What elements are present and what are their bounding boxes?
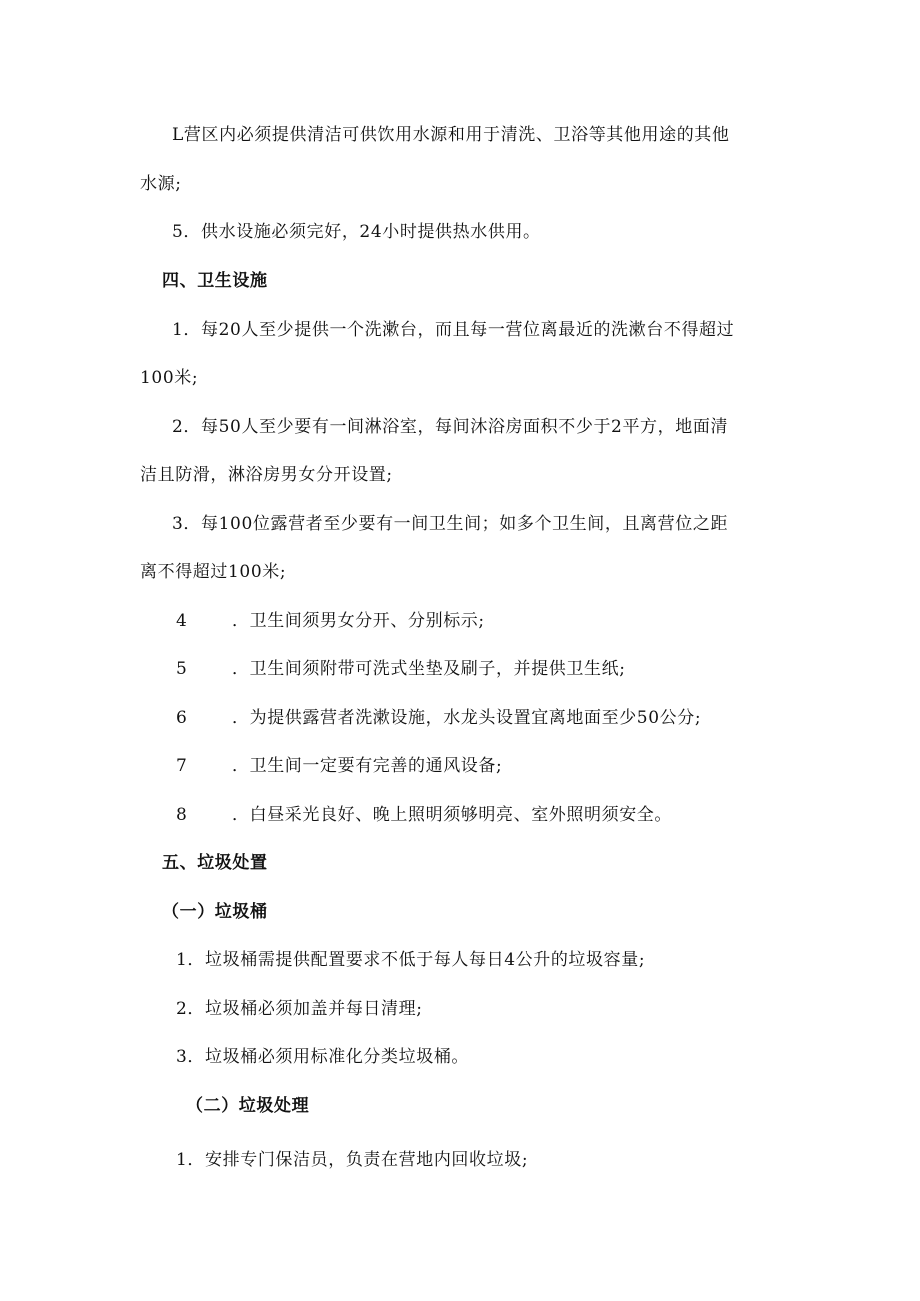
item-number: 7 xyxy=(176,756,188,776)
garbage-handling-item-1: 1．安排专门保洁员，负责在营地内回收垃圾; xyxy=(176,1150,529,1170)
item-text: ．白昼采光良好、晚上照明须够明亮、室外照明须安全。 xyxy=(232,805,672,825)
sanitation-item-2-line2: 洁且防滑，淋浴房男女分开设置; xyxy=(140,465,393,485)
item-number: 5 xyxy=(176,659,188,679)
sanitation-item-3-line2: 离不得超过100米; xyxy=(140,562,287,582)
paragraph-water-source-line2: 水源; xyxy=(140,174,182,194)
item-text: ．卫生间须男女分开、分别标示; xyxy=(232,611,485,631)
section-heading-garbage: 五、垃圾处置 xyxy=(162,853,268,873)
sanitation-item-4 xyxy=(176,609,485,633)
garbage-bin-item-2: 2．垃圾桶必须加盖并每日清理; xyxy=(176,999,423,1019)
sanitation-item-6 xyxy=(176,706,701,730)
sanitation-item-1-line2: 100米; xyxy=(140,368,199,388)
sanitation-item-5 xyxy=(176,657,626,681)
sanitation-item-7 xyxy=(176,754,502,778)
sanitation-item-3-line1: 3．每100位露营者至少要有一间卫生间；如多个卫生间，且离营位之距 xyxy=(172,514,729,534)
subsection-heading-garbage-bins: （一）垃圾桶 xyxy=(162,902,268,922)
sanitation-item-1-line1: 1．每20人至少提供一个洗漱台，而且每一营位离最近的洗漱台不得超过 xyxy=(172,320,735,340)
item-text: ．卫生间一定要有完善的通风设备; xyxy=(232,756,503,776)
item-number: 4 xyxy=(176,611,188,631)
item-number: 6 xyxy=(176,708,188,728)
item-number: 8 xyxy=(176,805,188,825)
item-text: ．卫生间须附带可洗式坐垫及刷子，并提供卫生纸; xyxy=(232,659,626,679)
subsection-heading-garbage-handling: （二）垃圾处理 xyxy=(186,1096,310,1116)
paragraph-water-supply: 5．供水设施必须完好，24小时提供热水供用。 xyxy=(172,222,541,242)
sanitation-item-2-line1: 2．每50人至少要有一间淋浴室，每间沐浴房面积不少于2平方，地面清 xyxy=(172,417,729,437)
sanitation-item-8 xyxy=(176,803,672,827)
section-heading-sanitation: 四、卫生设施 xyxy=(162,271,268,291)
item-text: ．为提供露营者洗漱设施，水龙头设置宜离地面至少50公分; xyxy=(232,708,702,728)
garbage-bin-item-3: 3．垃圾桶必须用标准化分类垃圾桶。 xyxy=(176,1047,470,1067)
paragraph-water-source-line1: L营区内必须提供清洁可供饮用水源和用于清洗、卫浴等其他用途的其他 xyxy=(172,125,730,145)
garbage-bin-item-1: 1．垃圾桶需提供配置要求不低于每人每日4公升的垃圾容量; xyxy=(176,950,646,970)
